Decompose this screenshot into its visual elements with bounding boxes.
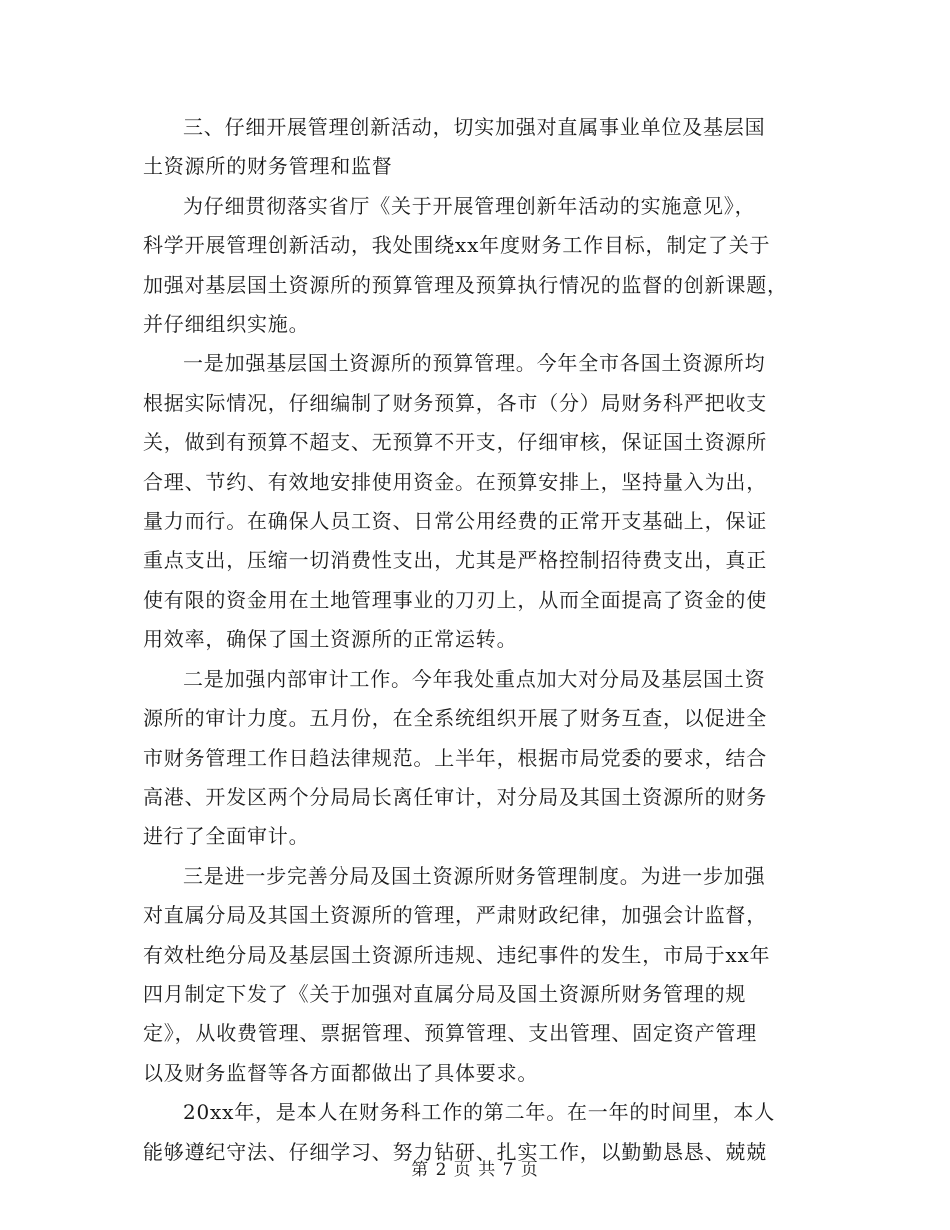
document-body xyxy=(143,108,803,1172)
text-line: 三、仔细开展管理创新活动，切实加强对直属事业单位及基层国 xyxy=(183,115,766,139)
text-line: 根据实际情况，仔细编制了财务预算，各市（分）局财务科严把收支 xyxy=(143,390,767,415)
paragraph-budget-management xyxy=(143,344,803,659)
paragraph-management-system xyxy=(143,857,803,1093)
text-line: 三是进一步完善分局及国土资源所财务管理制度。为进一步加强 xyxy=(183,863,766,888)
text-line: 重点支出，压缩一切消费性支出，尤其是严格控制招待费支出，真正 xyxy=(143,548,767,573)
paragraph-intro xyxy=(143,187,803,345)
text-line: 有效杜绝分局及基层国土资源所违规、违纪事件的发生，市局于xx年 xyxy=(143,942,771,967)
text-line: 进行了全面审计。 xyxy=(143,824,310,849)
page-number-text: 第 2 页 共 7 页 xyxy=(411,1160,539,1180)
text-line: 能够遵纪守法、仔细学习、努力钻研、扎实工作，以勤勤恳恳、兢兢 xyxy=(143,1139,767,1164)
text-line: 土资源所的财务管理和监督 xyxy=(143,154,393,179)
text-line: 高港、开发区两个分局局长离任审计，对分局及其国土资源所的财务 xyxy=(143,784,767,809)
page-footer xyxy=(0,1155,950,1180)
text-line: 合理、节约、有效地安排使用资金。在预算安排上，坚持量入为出， xyxy=(143,469,767,494)
text-line: 对直属分局及其国土资源所的管理，严肃财政纪律，加强会计监督， xyxy=(143,903,767,928)
text-line: 加强对基层国土资源所的预算管理及预算执行情况的监督的创新课题， xyxy=(143,272,788,297)
text-line: 为仔细贯彻落实省厅《关于开展管理创新年活动的实施意见》， xyxy=(183,193,756,218)
text-line: 源所的审计力度。五月份，在全系统组织开展了财务互查，以促进全 xyxy=(143,706,767,731)
text-line: 以及财务监督等各方面都做出了具体要求。 xyxy=(143,1060,539,1085)
text-line: 四月制定下发了《关于加强对直属分局及国土资源所财务管理的规 xyxy=(143,981,747,1006)
text-line: 量力而行。在确保人员工资、日常公用经费的正常开支基础上，保证 xyxy=(143,509,767,534)
text-line: 关，做到有预算不超支、无预算不开支，仔细审核，保证国土资源所 xyxy=(143,430,767,455)
text-line: 一是加强基层国土资源所的预算管理。今年全市各国土资源所均 xyxy=(183,351,766,376)
text-line: 二是加强内部审计工作。今年我处重点加大对分局及基层国土资 xyxy=(183,666,766,691)
text-line: 科学开展管理创新活动，我处围绕xx年度财务工作目标，制定了关于 xyxy=(143,233,771,258)
paragraph-internal-audit xyxy=(143,660,803,857)
text-line: 使有限的资金用在土地管理事业的刀刃上，从而全面提高了资金的使 xyxy=(143,587,767,612)
text-line: 20xx年，是本人在财务科工作的第二年。在一年的时间里，本人 xyxy=(183,1100,776,1125)
text-line: 用效率，确保了国土资源所的正常运转。 xyxy=(143,627,518,652)
text-line: 定》，从收费管理、票据管理、预算管理、支出管理、固定资产管理 xyxy=(143,1021,757,1046)
text-line: 并仔细组织实施。 xyxy=(143,312,310,337)
text-line: 市财务管理工作日趋法律规范。上半年，根据市局党委的要求，结合 xyxy=(143,745,767,770)
paragraph-section-heading xyxy=(143,108,803,187)
